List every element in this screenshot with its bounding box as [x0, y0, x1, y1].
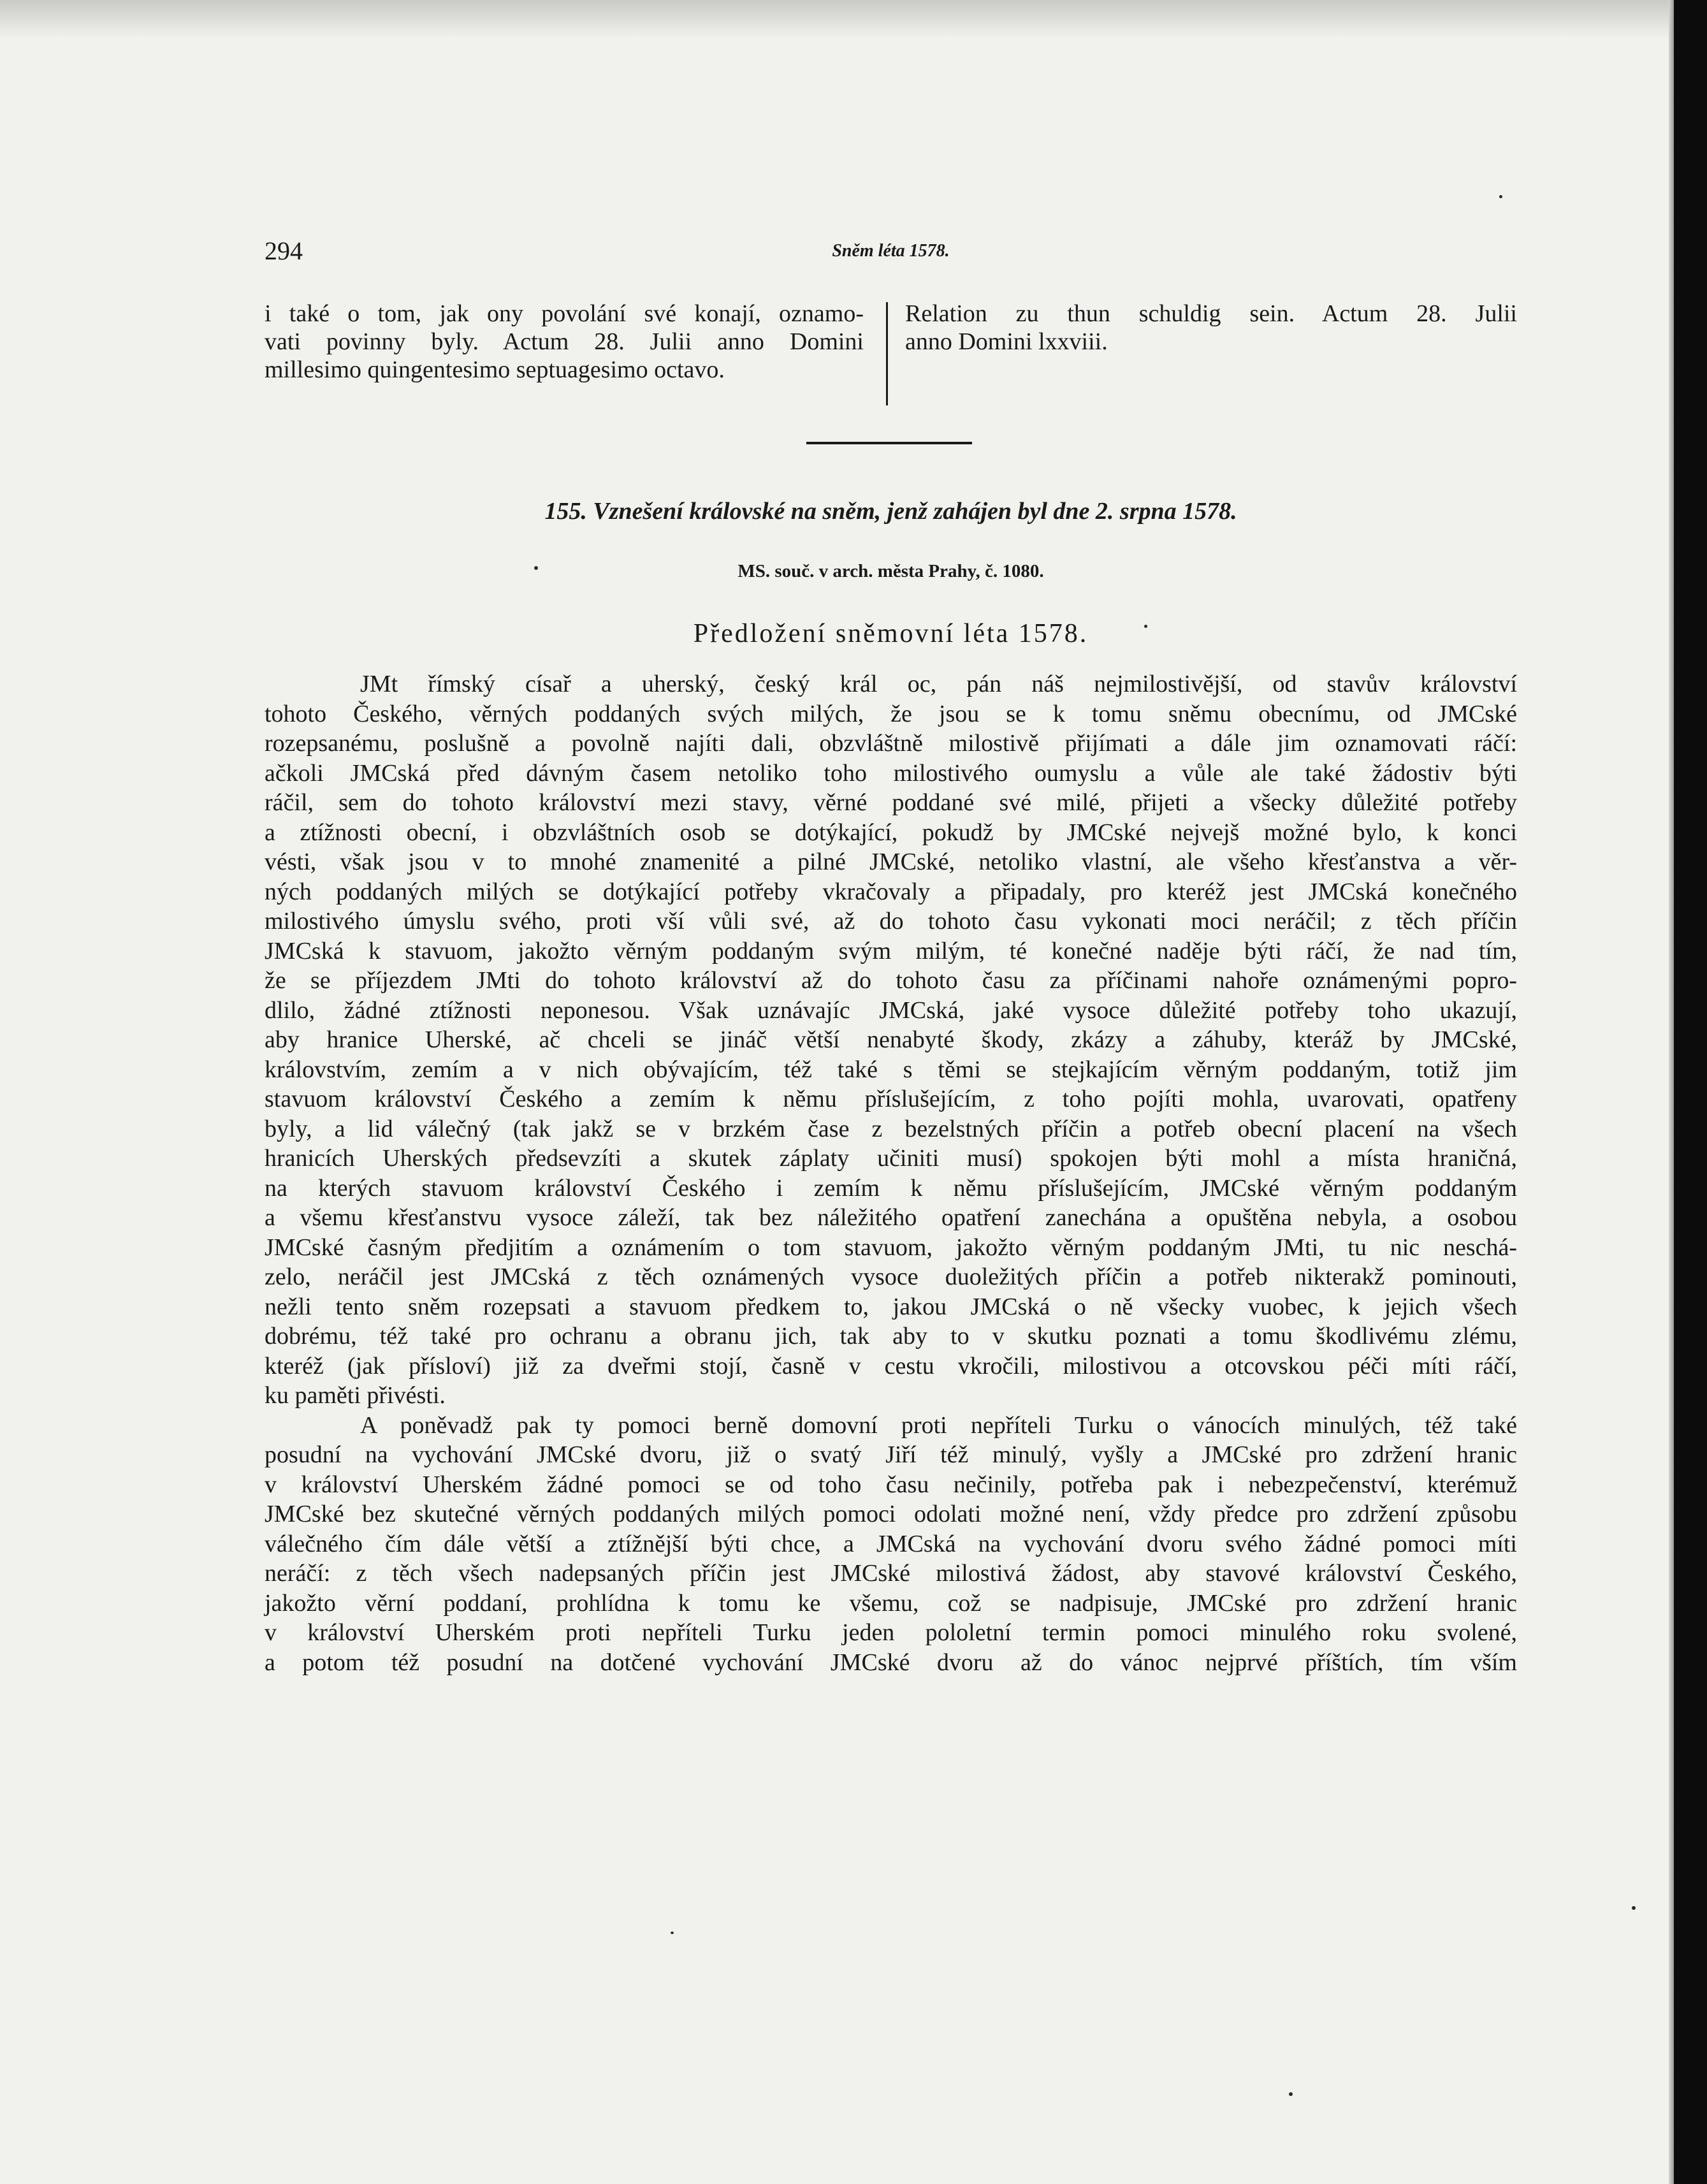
two-column-section: [265, 300, 1517, 411]
text-line: ráčil, sem do tohoto království mezi stavy, věrné poddané své milé, přijeti a všecky důležité potřeby: [265, 789, 1517, 816]
column-divider: [886, 302, 888, 405]
text-line: a potom též posudní na dotčené vychování JMCské dvoru až do vánoc nejprvé příštích, tím vším: [265, 1649, 1517, 1676]
text-line: dlilo, žádné ztížnosti neponesou. Však uznávajíc JMCská, jaké vysoce důležité potřeby toho ukazují,: [265, 996, 1517, 1024]
text-line: ku paměti přivésti.: [265, 1382, 446, 1409]
text-line: a všemu křesťanstvu vysoce záleží, tak bez náležitého opatření zanechána a opuštěna nebyla, a osobou: [265, 1204, 1517, 1231]
text-line: zelo, neráčil jest JMCská z těch oznámených vysoce duoležitých příčin a potřeb nikterakž pominouti,: [265, 1263, 1517, 1290]
scan-border-right: [1674, 0, 1707, 2184]
scan-speck: [1499, 195, 1502, 198]
book-page: [265, 236, 1517, 1676]
text-line: kteréž (jak přísloví) již za dveřmi stojí, časně v cestu vkročili, milostivou a otcovskou péči míti ráčí,: [265, 1352, 1517, 1380]
text-line: posudní na vychování JMCské dvoru, již o svatý Jiří též minulý, vyšly a JMCské pro zdržení hranic: [265, 1441, 1517, 1468]
text-line: JMCská k stavuom, jakožto věrným poddaným svým milým, té konečné naděje býti ráčí, že nad tím,: [265, 937, 1517, 965]
right-column-line: anno Domini lxxviii.: [905, 328, 1108, 355]
text-line: dobrému, též také pro ochranu a obranu jich, tak aby to v skutku poznati a tomu škodlivému zlému,: [265, 1323, 1517, 1350]
document-title: 155. Vznešení královské na sněm, jenž zahájen byl dne 2. srpna 1578.: [544, 498, 1237, 525]
text-line: aby hranice Uherské, ač chceli se jináč větší nenabyté škody, zkázy a záhuby, kteráž by JMCské,: [265, 1026, 1517, 1053]
scan-speck: [534, 566, 538, 570]
section-rule: [806, 442, 972, 444]
text-line: jakožto věrní poddaní, prohlídna k tomu ke všemu, což se nadpisuje, JMCské pro zdržení hranic: [265, 1589, 1517, 1617]
text-line: ných poddaných milých se dotýkající potřeby vkračovaly a připadaly, pro kteréž jest JMCská konečného: [265, 878, 1517, 905]
text-line: na kterých stavuom království Českého i zemím k němu příslušejícím, JMCské věrným poddaným: [265, 1174, 1517, 1202]
source-citation: MS. souč. v arch. města Prahy, č. 1080.: [737, 561, 1044, 581]
text-line: A poněvadž pak ty pomoci berně domovní proti nepříteli Turku o vánocích minulých, též také: [360, 1411, 1517, 1439]
text-line: stavuom království Českého a zemím k němu příslušejícím, z toho pojíti mohla, uvarovati, opatřeny: [265, 1086, 1517, 1112]
text-line: vésti, však jsou v to mnohé znamenité a pilné JMCské, netoliko vlastní, ale všeho křesťanstva a věr-: [265, 848, 1517, 875]
left-column-line: millesimo quingentesimo septuagesimo octavo.: [265, 356, 725, 383]
text-line: neráčí: z těch všech nadepsaných příčin jest JMCské milostivá žádost, aby stavové království Českého,: [265, 1560, 1517, 1587]
paragraph-1: [265, 669, 1517, 1411]
left-column-czech: [265, 300, 864, 384]
right-column-line: Relation zu thun schuldig sein. Actum 28. Julii: [905, 300, 1517, 327]
text-line: JMCské časným předjitím a oznámením o tom stavuom, jakožto věrným poddaným JMti, tu nic neschá-: [265, 1234, 1517, 1261]
scan-speck: [671, 1932, 674, 1934]
text-line: válečného čím dále větší a ztížnější býti chce, a JMCská na vychování dvoru svého žádné pomoci míti: [265, 1530, 1517, 1557]
left-column-line: i také o tom, jak ony povolání své konají, oznamo-: [265, 300, 864, 327]
page-header: [265, 236, 1517, 274]
page-number: 294: [265, 237, 303, 265]
scan-speck: [1144, 625, 1147, 628]
document-subtitle: Předložení sněmovní léta 1578.: [693, 619, 1089, 648]
text-line: ačkoli JMCská před dávným časem netoliko toho milostivého oumyslu a vůle ale také žádostiv býti: [265, 759, 1517, 787]
text-line: JMCské bez skutečné věrných poddaných milých pomoci odolati možné není, vždy předce pro zdržení způsobu: [265, 1501, 1517, 1527]
scan-speck: [1289, 2092, 1293, 2096]
text-line: milostivého úmyslu svého, proti vší vůli své, až do tohoto času vykonati moci neráčil; z těch příčin: [265, 908, 1517, 935]
left-column-line: vati povinny byly. Actum 28. Julii anno Domini: [265, 328, 864, 355]
text-line: JMt římský císař a uherský, český král oc, pán náš nejmilostivější, od stavův království: [360, 671, 1517, 697]
scan-shadow-top: [0, 0, 1674, 38]
body-text: [265, 669, 1517, 1677]
right-column-german: [905, 300, 1517, 356]
text-line: tohoto Českého, věrných poddaných svých milých, že jsou se k tomu sněmu obecnímu, od JMCské: [265, 700, 1517, 727]
text-line: v království Uherském žádné pomoci se od toho času nečinily, potřeba pak i nebezpečenství, kterémuž: [265, 1471, 1517, 1498]
text-line: královstvím, zemím a v nich obývajícím, též také s těmi se stejkajícím věrným poddaným, totiž jim: [265, 1056, 1517, 1083]
scan-speck: [1632, 1906, 1636, 1910]
text-line: a ztížnosti obecní, i obzvláštních osob se dotýkající, pokudž by JMCské nejvejš možné bylo, k konci: [265, 819, 1517, 846]
text-line: rozepsanému, poslušně a povolně najíti dali, obzvláštně milostivě přijímati a dále jim oznamovati ráčí:: [265, 730, 1517, 757]
text-line: že se příjezdem JMti do tohoto království až do tohoto času za příčinami nahoře oznámenými popro-: [265, 967, 1517, 994]
running-head: Sněm léta 1578.: [832, 241, 950, 261]
paragraph-2: [265, 1411, 1517, 1678]
text-line: byly, a lid válečný (tak jakž se v brzkém čase z bezelstných příčin a potřeb obecní placení na všech: [265, 1115, 1517, 1142]
text-line: hranicích Uherských předsevzíti a skutek záplaty učiniti musí) spokojen býti mohl a místa hraničná,: [265, 1145, 1517, 1172]
text-line: v království Uherském proti nepříteli Turku jeden pololetní termin pomoci minulého roku svolené,: [265, 1619, 1517, 1646]
text-line: nežli tento sněm rozepsati a stavuom předkem to, jakou JMCská o ně všecky vuobec, k jejich všech: [265, 1293, 1517, 1320]
scan-shadow-right: [1669, 0, 1674, 2184]
